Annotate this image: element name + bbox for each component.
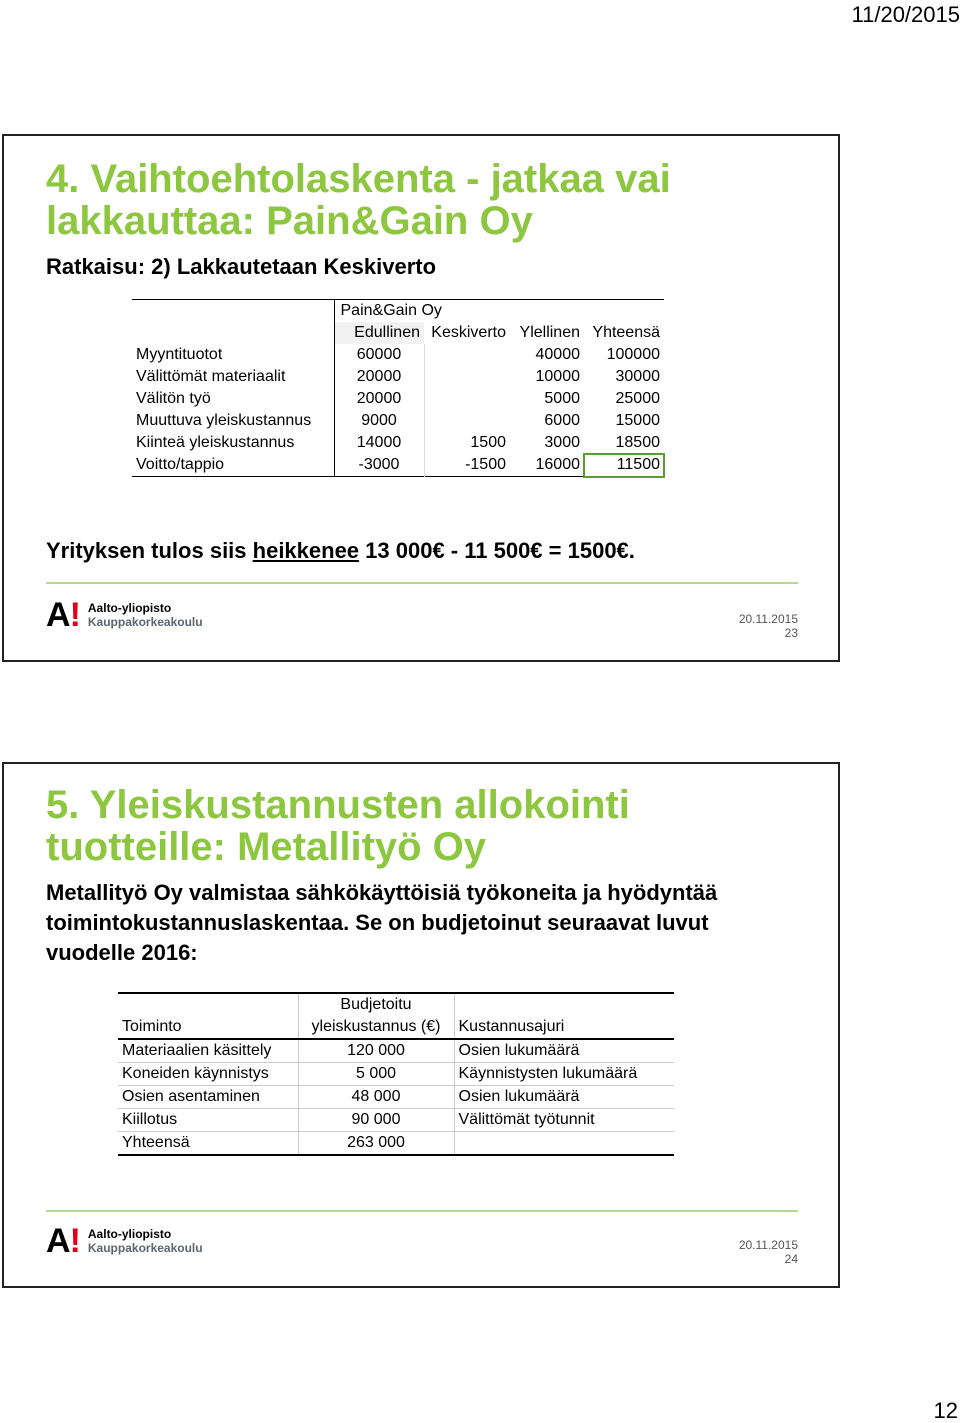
conclusion-underlined: heikkenee (252, 538, 360, 563)
slide-subtitle: Ratkaisu: 2) Lakkautetaan Keskiverto (46, 254, 437, 279)
cell (424, 344, 510, 366)
header-edullinen: Edullinen (334, 322, 424, 344)
company-name: Pain&Gain Oy (340, 302, 442, 319)
title-line-2: tuotteille: Metallityö Oy (46, 825, 487, 869)
cell: -3000 (358, 456, 400, 473)
conclusion-prefix: Yrityksen tulos siis (46, 538, 253, 563)
row-label: Kiinteä yleiskustannus (132, 432, 334, 454)
cost-cell: 90 000 (298, 1109, 454, 1132)
page-number: 12 (933, 1398, 958, 1423)
driver-cell: Osien lukumäärä (458, 1042, 580, 1059)
header-yleiskustannus: yleiskustannus (€) (298, 1016, 454, 1039)
cell: 10000 (535, 368, 580, 385)
budget-table-wrapper (118, 992, 674, 1156)
aalto-logo (46, 598, 203, 632)
header-toiminto: Toiminto (118, 1016, 298, 1039)
conclusion-text (46, 538, 635, 564)
slide-23 (2, 134, 840, 662)
row-label: Välitön työ (132, 388, 334, 410)
header-ylellinen: Ylellinen (519, 324, 580, 341)
title-line-2: lakkauttaa: Pain&Gain Oy (46, 199, 533, 243)
cell: 40000 (535, 346, 580, 363)
profit-table-wrapper (132, 299, 664, 477)
table-row (118, 1039, 674, 1063)
table-row (132, 410, 664, 432)
table-row (118, 1109, 674, 1132)
slide-date: 20.11.2015 (738, 612, 798, 626)
header-kustannusajuri: Kustannusajuri (458, 1018, 565, 1035)
cell: 1500 (424, 432, 510, 454)
slide-title (46, 784, 630, 868)
cell: 100000 (606, 346, 660, 363)
cell (424, 410, 510, 432)
aalto-logo-mark (46, 598, 80, 632)
cell: 25000 (615, 390, 660, 407)
table-row (118, 1132, 674, 1156)
table-row (132, 388, 664, 410)
driver-cell (454, 1132, 674, 1156)
driver-cell: Osien lukumäärä (458, 1088, 580, 1105)
aalto-logo-text (88, 1227, 203, 1255)
cell: 5000 (544, 390, 580, 407)
page-date: 11/20/2015 (851, 2, 960, 27)
cell (424, 388, 510, 410)
row-label: Välittömät materiaalit (132, 366, 334, 388)
driver-cell: Välittömät työtunnit (458, 1111, 595, 1128)
cell (424, 366, 510, 388)
cost-cell: 263 000 (298, 1132, 454, 1156)
aalto-logo-mark (46, 1224, 80, 1258)
row-label: Voitto/tappio (132, 454, 334, 477)
budget-table (118, 992, 674, 1156)
logo-letter: A (46, 1222, 70, 1260)
header-budjetoitu: Budjetoitu (298, 993, 454, 1016)
cell: 15000 (615, 412, 660, 429)
profit-table (132, 299, 664, 477)
activity-cell: Materiaalien käsittely (118, 1039, 298, 1063)
logo-letter: A (46, 596, 70, 634)
cell: 18500 (615, 434, 660, 451)
table-row (118, 1086, 674, 1109)
row-label: Muuttuva yleiskustannus (132, 410, 334, 432)
cost-cell: 120 000 (298, 1039, 454, 1063)
table-row (132, 454, 664, 477)
slide-24 (2, 762, 840, 1288)
slide-number: 24 (784, 1252, 798, 1266)
cell: 6000 (544, 412, 580, 429)
header-keskiverto: Keskiverto (431, 324, 506, 341)
cell: 20000 (356, 390, 402, 407)
table-row (118, 1063, 674, 1086)
cell: 9000 (361, 412, 397, 429)
row-label: Myyntituotot (132, 344, 334, 366)
activity-cell: Kiillotus (118, 1109, 298, 1132)
logo-line-1: Aalto-yliopisto (87, 1227, 172, 1241)
slide-description: Metallityö Oy valmistaa sähkökäyttöisiä työkoneita ja hyödyntää toimintokustannuslaskentaa. Se on budjetoinut seuraavat luvut vuodelle 2016: (46, 880, 718, 965)
cell: 16000 (535, 456, 580, 473)
title-line-1: 4. Vaihtoehtolaskenta - jatkaa vai (46, 157, 671, 201)
activity-cell: Osien asentaminen (118, 1086, 298, 1109)
cell: 30000 (615, 368, 660, 385)
logo-exclamation: ! (69, 1222, 80, 1260)
table-row (132, 366, 664, 388)
conclusion-suffix: 13 000€ - 11 500€ = 1500€. (359, 538, 635, 563)
cell: -1500 (424, 454, 510, 477)
logo-line-2: Kauppakorkeakoulu (87, 615, 203, 629)
cost-cell: 5 000 (298, 1063, 454, 1086)
activity-cell: Koneiden käynnistys (118, 1063, 298, 1086)
title-line-1: 5. Yleiskustannusten allokointi (46, 783, 630, 827)
table-row (132, 432, 664, 454)
table-row (132, 344, 664, 366)
cell: 3000 (544, 434, 580, 451)
cell: 14000 (356, 434, 402, 451)
logo-exclamation: ! (69, 596, 80, 634)
aalto-logo (46, 1224, 203, 1258)
cell: 20000 (356, 368, 402, 385)
activity-cell: Yhteensä (118, 1132, 298, 1156)
logo-line-1: Aalto-yliopisto (87, 601, 172, 615)
driver-cell: Käynnistysten lukumäärä (458, 1065, 638, 1082)
header-yhteensa: Yhteensä (592, 324, 660, 341)
footer-divider (46, 582, 798, 584)
slide-number: 23 (784, 626, 798, 640)
footer-divider (46, 1210, 798, 1212)
total-profit-cell-highlighted: 11500 (584, 454, 664, 477)
aalto-logo-text (88, 601, 203, 629)
logo-line-2: Kauppakorkeakoulu (87, 1241, 203, 1255)
slide-date: 20.11.2015 (738, 1238, 798, 1252)
slide-title (46, 158, 671, 242)
cost-cell: 48 000 (298, 1086, 454, 1109)
cell: 60000 (356, 346, 402, 363)
